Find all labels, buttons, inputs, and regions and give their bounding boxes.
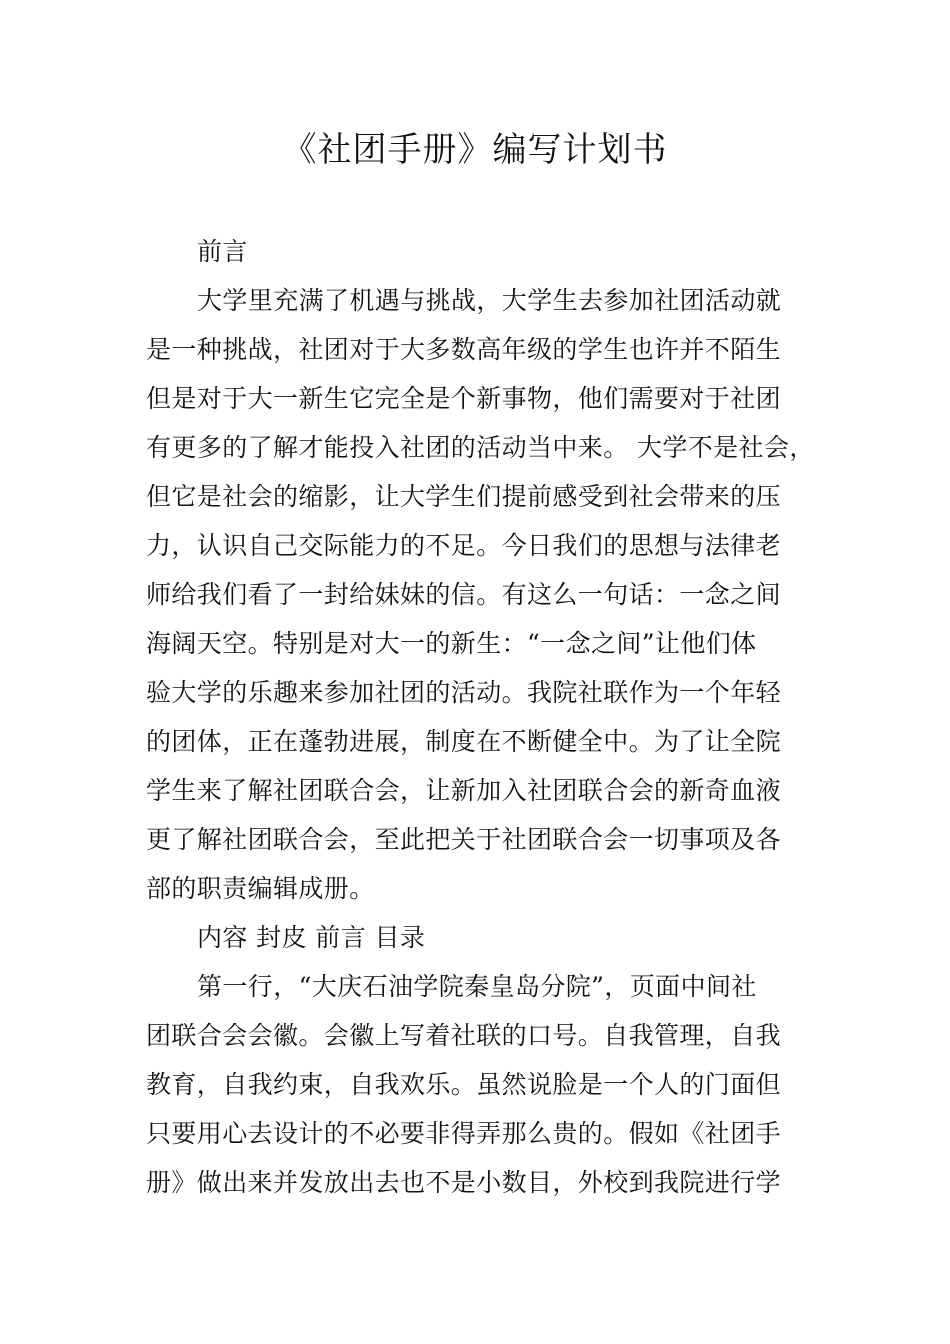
paragraph-line: 海阔天空。特别是对大一的新生：“一念之间”让他们体 [146, 629, 757, 658]
paragraph-line: 学生来了解社团联合会，让新加入社团联合会的新奇血液 [146, 776, 782, 805]
paragraph-line: 更了解社团联合会，至此把关于社团联合会一切事项及各 [146, 825, 782, 854]
section-heading-contents: 内容 封皮 前言 目录 [197, 923, 426, 952]
paragraph-line: 部的职责编辑成册。 [146, 874, 375, 903]
paragraph-line: 师给我们看了一封给妹妹的信。有这么一句话：一念之间 [146, 580, 782, 609]
paragraph-line: 力，认识自己交际能力的不足。今日我们的思想与法律老 [146, 531, 782, 560]
paragraph-line: 大学里充满了机遇与挑战，大学生去参加社团活动就 [197, 286, 782, 315]
paragraph-line: 团联合会会徽。会徽上写着社联的口号。自我管理，自我 [146, 1021, 782, 1050]
paragraph-line: 册》做出来并发放出去也不是小数目，外校到我院进行学 [146, 1168, 782, 1197]
paragraph-line: 第一行，“大庆石油学院秦皇岛分院”，页面中间社 [197, 972, 757, 1001]
document-title: 《社团手册》编写计划书 [282, 130, 668, 170]
paragraph-line: 是一种挑战，社团对于大多数高年级的学生也许并不陌生 [146, 335, 782, 364]
section-heading-preface: 前言 [197, 237, 248, 266]
paragraph-line: 的团体，正在蓬勃进展，制度在不断健全中。为了让全院 [146, 727, 782, 756]
paragraph-line: 但它是社会的缩影，让大学生们提前感受到社会带来的压 [146, 482, 782, 511]
paragraph-line: 验大学的乐趣来参加社团的活动。我院社联作为一个年轻 [146, 678, 782, 707]
document-body [146, 227, 816, 1207]
paragraph-line: 但是对于大一新生它完全是个新事物，他们需要对于社团 [146, 384, 782, 413]
paragraph-line: 只要用心去设计的不必要非得弄那么贵的。假如《社团手 [146, 1119, 782, 1148]
paragraph-line: 教育，自我约束，自我欢乐。虽然说脸是一个人的门面但 [146, 1070, 782, 1099]
paragraph-line: 有更多的了解才能投入社团的活动当中来。 大学不是社会， [146, 433, 815, 462]
